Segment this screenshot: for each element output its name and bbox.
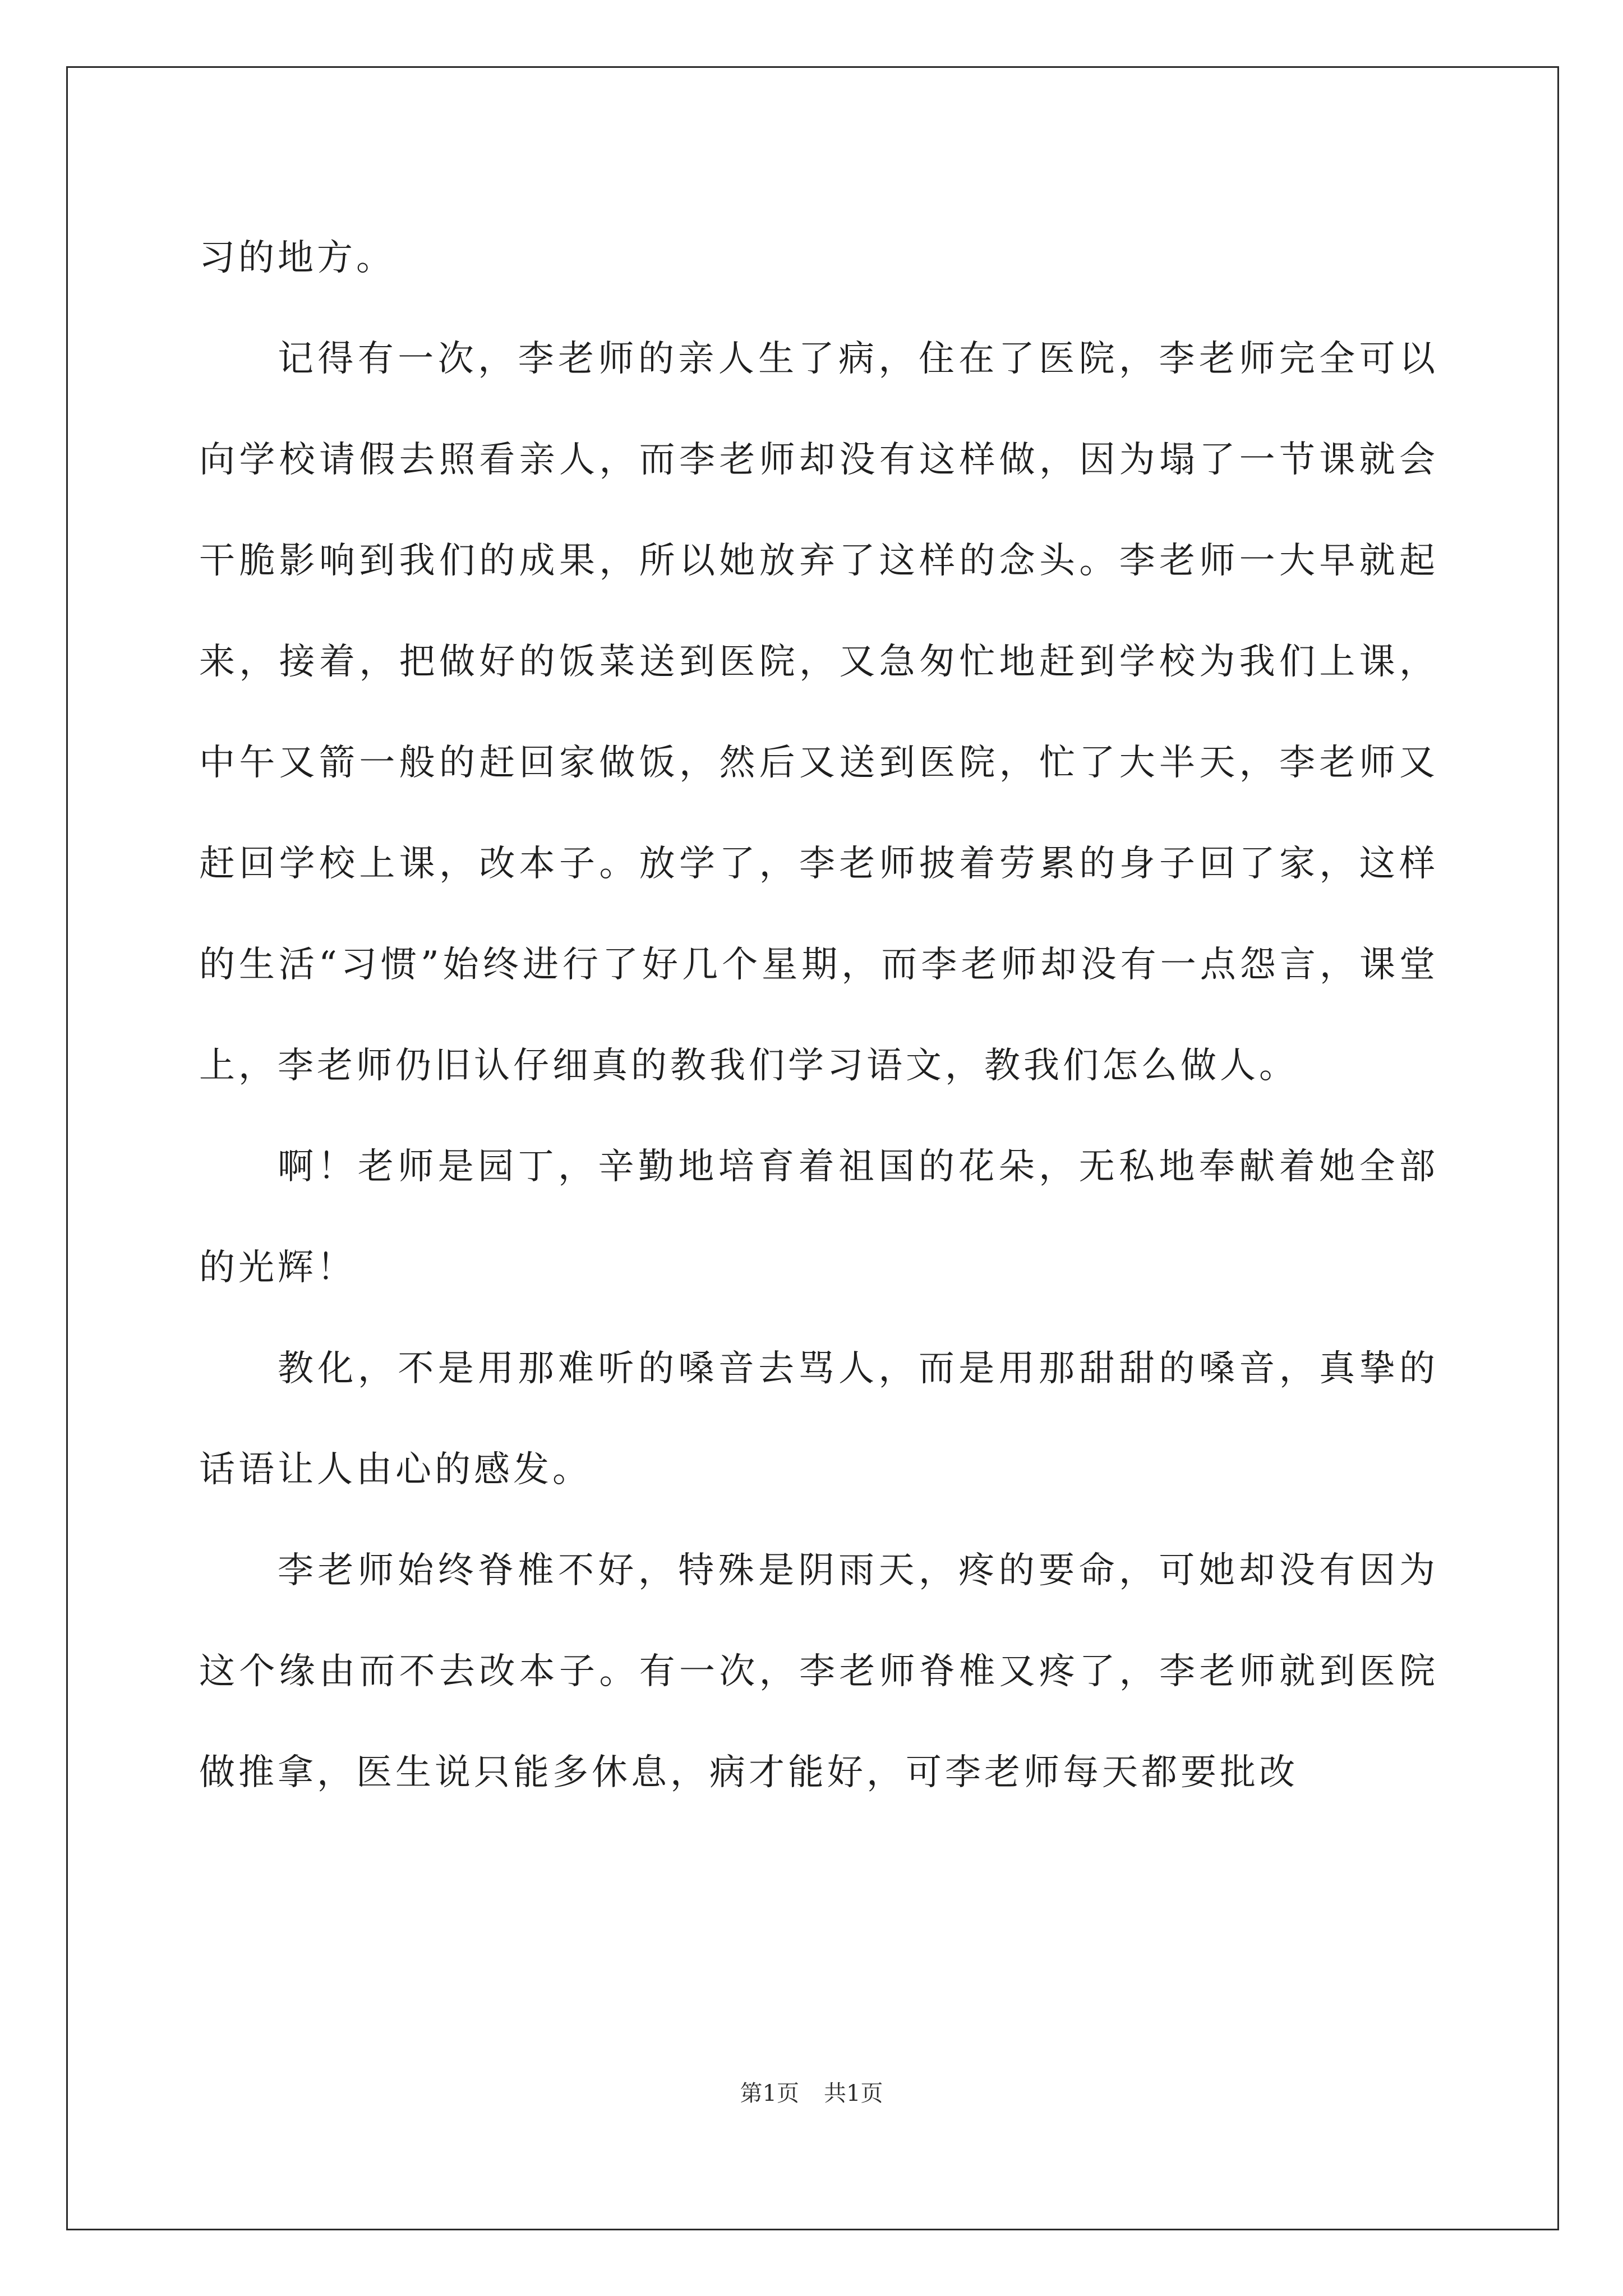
- paragraph-2: 记得有一次，李老师的亲人生了病，住在了医院，李老师完全可以向学校请假去照看亲人，而李老师却没有这样做，因为塌了一节课就会干脆影响到我们的成果，所以她放弃了这样的念头。李老师一大早就起来，接着，把做好的饭菜送到医院，又急匆忙地赶到学校为我们上课，中午又箭一般的赶回家做饭，然后又送到医院，忙了大半天，李老师又赶回学校上课，改本子。放学了，李老师披着劳累的身子回了家，这样的生活“习惯”始终进行了好几个星期，而李老师却没有一点怨言，课堂上，李老师仍旧认仔细真的教我们学习语文，教我们怎么做人。: [199, 338, 1438, 1087]
- paragraph-4: 教化，不是用那难听的嗓音去骂人，而是用那甜甜的嗓音，真挚的话语让人由心的感发。: [199, 1348, 1438, 1490]
- paragraph-3: 啊！老师是园丁，辛勤地培育着祖国的花朵，无私地奉献着她全部的光辉！: [199, 1146, 1438, 1289]
- paragraph-1: 习的地方。: [199, 237, 395, 279]
- page-footer: [0, 2079, 1623, 2108]
- paragraph-5: 李老师始终脊椎不好，特殊是阴雨天，疼的要命，可她却没有因为这个缘由而不去改本子。有一次，李老师脊椎又疼了，李老师就到医院做推拿，医生说只能多休息，病才能好，可李老师每天都要批改: [199, 1550, 1438, 1793]
- document-body: [199, 208, 1438, 1823]
- page-total: 共1页: [824, 2081, 883, 2106]
- page-number: 第1页: [740, 2081, 799, 2106]
